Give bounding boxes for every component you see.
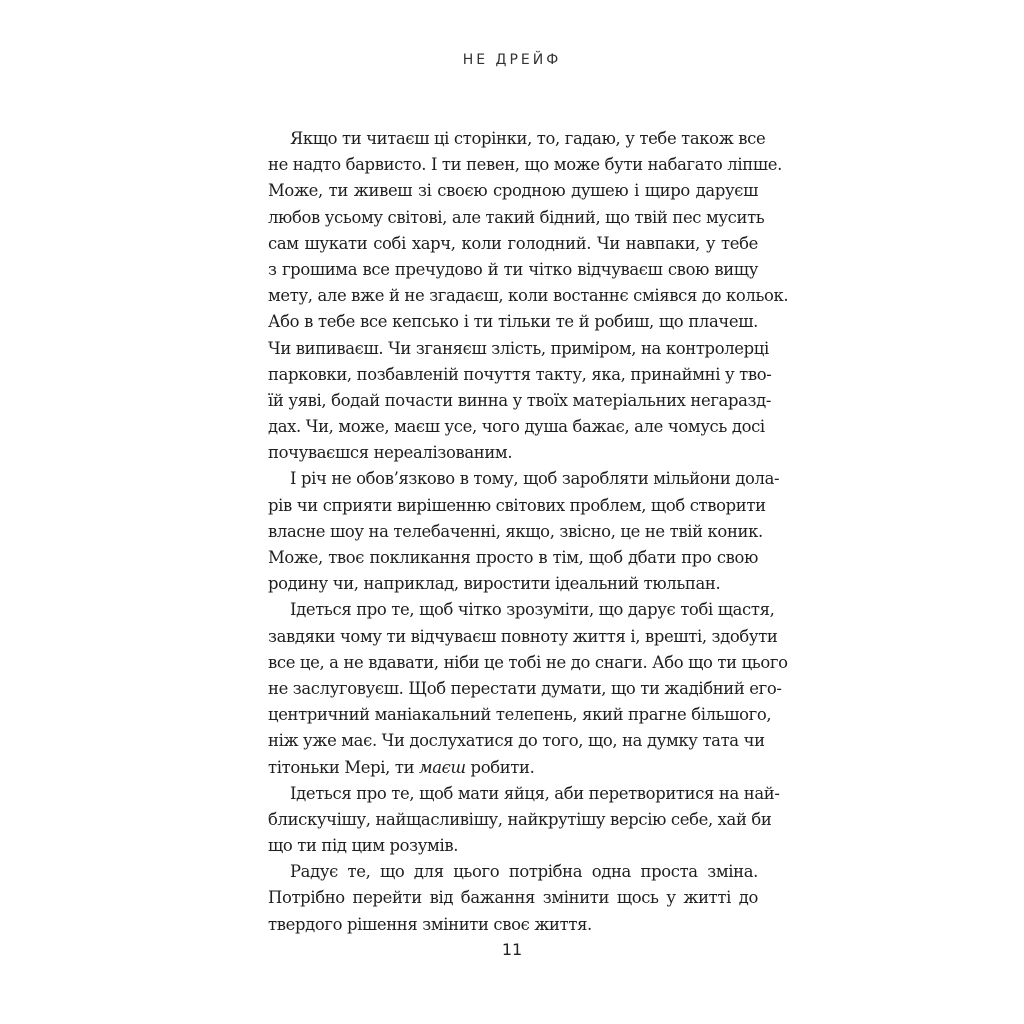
paragraph-5 (268, 859, 758, 938)
text-line: рів чи сприяти вирішенню світових проблем, щоб створити (268, 495, 766, 515)
emphasis-word: маєш (419, 757, 466, 777)
running-head: НЕ ДРЕЙФ (462, 52, 562, 68)
text-line: І річ не обов’язково в тому, щоб заробляти мільйони дола- (290, 469, 780, 489)
text-line: центричний маніакальний телепень, який прагне більшого, (268, 705, 772, 725)
text-line: власне шоу на телебаченні, якщо, звісно, це не твій коник. (268, 521, 763, 541)
text-line: Чи випиваєш. Чи зганяєш злість, приміром, на контролерці (268, 338, 769, 358)
text-line: Або в тебе все кепсько і ти тільки те й робиш, що плачеш. (268, 312, 758, 332)
text-line: їй уяві, бодай почасти винна у твоїх матеріальних негаразд- (268, 390, 772, 410)
text-line: мету, але вже й не згадаєш, коли востаннє сміявся до кольок. (268, 286, 789, 306)
text-line: що ти під цим розумів. (268, 836, 459, 856)
text-line: Ідеться про те, щоб мати яйця, аби перетворитися на най- (290, 783, 780, 803)
text-line: парковки, позбавленій почуття такту, яка, принаймні у тво- (268, 364, 772, 384)
text-line: твердого рішення змінити своє життя. (268, 914, 592, 934)
text-line: не надто барвисто. І ти певен, що може бути набагато ліпше. (268, 155, 782, 175)
paragraph-4 (268, 781, 780, 860)
text-line: не заслуговуєш. Щоб перестати думати, що ти жадібний его- (268, 678, 782, 698)
text-line: почуваєшся нереалізованим. (268, 443, 513, 463)
text-line: Якщо ти читаєш ці сторінки, то, гадаю, у тебе також все (290, 129, 766, 148)
text-line: Може, ти живеш зі своєю сродною душею і щиро даруєш (268, 181, 758, 201)
text-line: ніж уже має. Чи дослухатися до того, що, на думку тата чи (268, 731, 765, 751)
text-line: любов усьому світові, але такий бідний, що твій пес мусить (268, 207, 765, 227)
text-line: з грошима все пречудово й ти чітко відчуваєш свою вищу (268, 259, 758, 279)
text-line: Радує те, що для цього потрібна одна проста зміна. (290, 862, 758, 882)
text-line: дах. Чи, може, маєш усе, чого душа бажає, але чомусь досі (268, 417, 765, 437)
text-line: сам шукати собі харч, коли голодний. Чи навпаки, у тебе (268, 233, 758, 253)
text-line: родину чи, наприклад, виростити ідеальний тюльпан. (268, 574, 721, 594)
text-fragment: робити. (465, 757, 535, 777)
text-line: все це, а не вдавати, ніби це тобі не до снаги. Або що ти цього (268, 652, 788, 672)
text-line: блискучішу, найщасливішу, найкрутішу версію себе, хай би (268, 809, 772, 829)
text-line-with-emphasis (268, 755, 758, 781)
page-number: 11 (501, 940, 523, 959)
body-text (268, 126, 789, 938)
text-fragment: тітоньки Мері, ти (268, 757, 420, 777)
paragraph-1 (268, 126, 789, 466)
text-line: Може, твоє покликання просто в тім, щоб дбати про свою (268, 548, 758, 567)
paragraph-2 (268, 466, 780, 597)
paragraph-3 (268, 597, 788, 780)
text-line: завдяки чому ти відчуваєш повноту життя і, врешті, здобути (268, 626, 778, 646)
text-line: Ідеться про те, щоб чітко зрозуміти, що дарує тобі щастя, (290, 600, 775, 620)
text-line: Потрібно перейти від бажання змінити щось у житті до (268, 888, 758, 908)
